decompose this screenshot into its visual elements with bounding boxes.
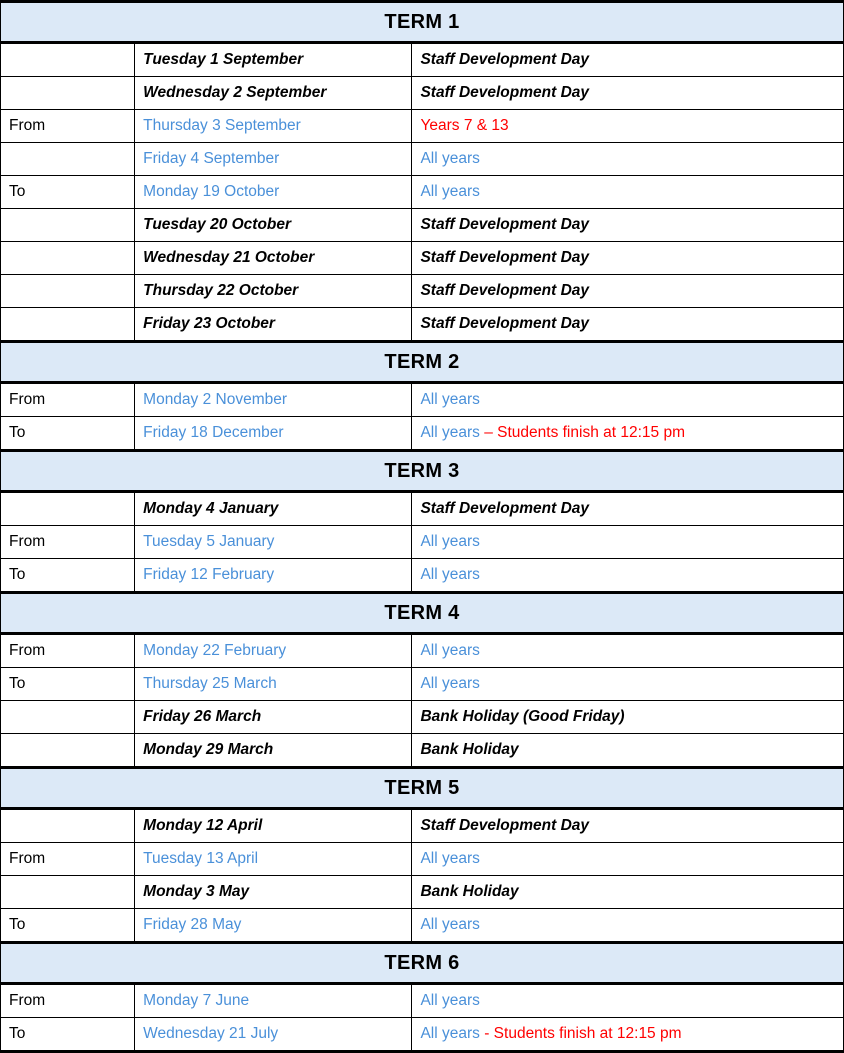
row-note-cell xyxy=(412,275,844,308)
row-note-cell xyxy=(412,909,844,943)
row-note-main: Staff Development Day xyxy=(420,499,590,517)
row-date-cell xyxy=(135,275,412,308)
row-note xyxy=(412,737,843,763)
row-date: Monday 2 November xyxy=(143,390,288,408)
row-label: To xyxy=(9,182,26,200)
row-label xyxy=(1,155,134,164)
row-note xyxy=(412,879,843,905)
row-note-cell xyxy=(412,492,844,526)
row-label: To xyxy=(9,423,26,441)
term-header-row xyxy=(1,943,844,984)
row-label: From xyxy=(9,849,46,867)
row-note-main: Staff Development Day xyxy=(420,281,590,299)
row-label-cell xyxy=(1,701,135,734)
row-date: Monday 19 October xyxy=(143,182,280,200)
table-row xyxy=(1,43,844,77)
row-note-main: All years xyxy=(420,423,480,441)
row-note-main: All years xyxy=(420,641,480,659)
row-note xyxy=(412,638,843,664)
row-note xyxy=(412,562,843,588)
table-row xyxy=(1,242,844,275)
table-row xyxy=(1,417,844,451)
table-row xyxy=(1,77,844,110)
row-date-cell xyxy=(135,809,412,843)
row-date: Tuesday 13 April xyxy=(143,849,259,867)
row-date-cell xyxy=(135,242,412,275)
row-date-cell xyxy=(135,1018,412,1052)
row-label-cell xyxy=(1,308,135,342)
row-note-main: Bank Holiday xyxy=(420,882,519,900)
row-label-cell xyxy=(1,176,135,209)
row-note-cell xyxy=(412,143,844,176)
row-note-main: Staff Development Day xyxy=(420,83,590,101)
row-date-cell xyxy=(135,383,412,417)
row-label: To xyxy=(9,915,26,933)
table-row xyxy=(1,701,844,734)
row-date: Monday 29 March xyxy=(143,740,274,758)
row-note xyxy=(412,496,843,522)
term-header-row xyxy=(1,768,844,809)
row-date-cell xyxy=(135,526,412,559)
term-header-row xyxy=(1,342,844,383)
row-label-cell xyxy=(1,526,135,559)
row-label: From xyxy=(9,116,46,134)
table-body xyxy=(1,2,844,1052)
row-note-cell xyxy=(412,110,844,143)
row-date: Friday 18 December xyxy=(143,423,284,441)
row-note xyxy=(412,529,843,555)
row-note xyxy=(412,278,843,304)
row-note xyxy=(412,704,843,730)
row-label-cell xyxy=(1,909,135,943)
row-label: To xyxy=(9,565,26,583)
row-label xyxy=(1,254,134,263)
table-row xyxy=(1,492,844,526)
row-note-cell xyxy=(412,984,844,1018)
row-label-cell xyxy=(1,417,135,451)
row-note-main: Staff Development Day xyxy=(420,314,590,332)
row-date-cell xyxy=(135,492,412,526)
row-label-cell xyxy=(1,77,135,110)
row-note xyxy=(412,846,843,872)
row-note-main: All years xyxy=(420,991,480,1009)
row-note-cell xyxy=(412,417,844,451)
row-date: Friday 12 February xyxy=(143,565,275,583)
row-note xyxy=(412,47,843,73)
term-header-row xyxy=(1,593,844,634)
row-date-cell xyxy=(135,308,412,342)
row-label-cell xyxy=(1,734,135,768)
term-header-label: TERM 4 xyxy=(1,593,844,634)
term-header-row xyxy=(1,451,844,492)
term-header-label: TERM 1 xyxy=(1,2,844,43)
table-row xyxy=(1,809,844,843)
table-row xyxy=(1,843,844,876)
row-note-main: All years xyxy=(420,565,480,583)
row-date: Wednesday 2 September xyxy=(143,83,327,101)
row-date: Wednesday 21 October xyxy=(143,248,315,266)
table-row xyxy=(1,176,844,209)
row-note-cell xyxy=(412,383,844,417)
row-note-extra: – Students finish at 12:15 pm xyxy=(479,423,685,441)
row-note-cell xyxy=(412,559,844,593)
row-note xyxy=(412,80,843,106)
row-note-main: All years xyxy=(420,1024,480,1042)
row-date: Tuesday 1 September xyxy=(143,50,304,68)
row-label-cell xyxy=(1,492,135,526)
row-label-cell xyxy=(1,383,135,417)
row-date-cell xyxy=(135,734,412,768)
row-label-cell xyxy=(1,634,135,668)
row-date-cell xyxy=(135,876,412,909)
row-date: Thursday 22 October xyxy=(143,281,299,299)
term-header-label: TERM 3 xyxy=(1,451,844,492)
row-note-main: Staff Development Day xyxy=(420,50,590,68)
row-note-main: Years 7 & 13 xyxy=(420,116,509,134)
table-row xyxy=(1,984,844,1018)
table-row xyxy=(1,668,844,701)
row-note-cell xyxy=(412,843,844,876)
row-date: Monday 4 January xyxy=(143,499,279,517)
row-note-main: All years xyxy=(420,849,480,867)
row-date-cell xyxy=(135,110,412,143)
row-date: Wednesday 21 July xyxy=(143,1024,279,1042)
table-row xyxy=(1,909,844,943)
row-note-main: All years xyxy=(420,149,480,167)
row-date-cell xyxy=(135,417,412,451)
row-note xyxy=(412,671,843,697)
row-label-cell xyxy=(1,559,135,593)
row-label-cell xyxy=(1,43,135,77)
row-date: Tuesday 20 October xyxy=(143,215,292,233)
table-row xyxy=(1,383,844,417)
row-date-cell xyxy=(135,701,412,734)
row-note-cell xyxy=(412,701,844,734)
term-header-label: TERM 6 xyxy=(1,943,844,984)
row-date-cell xyxy=(135,143,412,176)
row-label xyxy=(1,56,134,65)
row-label-cell xyxy=(1,242,135,275)
row-note-cell xyxy=(412,242,844,275)
row-note-extra: - Students finish at 12:15 pm xyxy=(479,1024,682,1042)
row-note xyxy=(412,813,843,839)
row-label-cell xyxy=(1,876,135,909)
row-note-main: Bank Holiday (Good Friday) xyxy=(420,707,625,725)
row-note-main: All years xyxy=(420,390,480,408)
row-date: Monday 12 April xyxy=(143,816,263,834)
row-date-cell xyxy=(135,843,412,876)
row-date: Monday 22 February xyxy=(143,641,287,659)
row-label-cell xyxy=(1,209,135,242)
row-date: Monday 3 May xyxy=(143,882,250,900)
row-date-cell xyxy=(135,176,412,209)
row-date-cell xyxy=(135,209,412,242)
table-row xyxy=(1,876,844,909)
row-note-cell xyxy=(412,209,844,242)
row-date: Friday 4 September xyxy=(143,149,280,167)
row-label xyxy=(1,287,134,296)
row-date: Friday 23 October xyxy=(143,314,275,332)
row-label xyxy=(1,822,134,831)
term-header-row xyxy=(1,2,844,43)
row-note-cell xyxy=(412,43,844,77)
row-note-cell xyxy=(412,308,844,342)
row-note-cell xyxy=(412,77,844,110)
row-label-cell xyxy=(1,275,135,308)
row-label xyxy=(1,888,134,897)
table-row xyxy=(1,634,844,668)
row-note-main: Bank Holiday xyxy=(420,740,519,758)
row-label: From xyxy=(9,532,46,550)
row-label-cell xyxy=(1,1018,135,1052)
row-date: Monday 7 June xyxy=(143,991,250,1009)
row-date-cell xyxy=(135,984,412,1018)
table-row xyxy=(1,734,844,768)
row-label xyxy=(1,221,134,230)
table-row xyxy=(1,1018,844,1052)
row-label: From xyxy=(9,991,46,1009)
row-note xyxy=(412,311,843,337)
term-header-label: TERM 5 xyxy=(1,768,844,809)
row-label xyxy=(1,713,134,722)
row-note-main: All years xyxy=(420,674,480,692)
row-note xyxy=(412,988,843,1014)
row-label-cell xyxy=(1,668,135,701)
row-note xyxy=(412,420,843,446)
row-note xyxy=(412,1021,843,1047)
row-note-cell xyxy=(412,634,844,668)
row-label xyxy=(1,320,134,329)
row-label-cell xyxy=(1,110,135,143)
row-label xyxy=(1,746,134,755)
row-date-cell xyxy=(135,909,412,943)
row-note-main: Staff Development Day xyxy=(420,215,590,233)
row-note-cell xyxy=(412,668,844,701)
row-date: Friday 26 March xyxy=(143,707,262,725)
row-label xyxy=(1,505,134,514)
table-row xyxy=(1,143,844,176)
row-note xyxy=(412,912,843,938)
row-note xyxy=(412,212,843,238)
table-row xyxy=(1,308,844,342)
row-label-cell xyxy=(1,843,135,876)
row-date-cell xyxy=(135,77,412,110)
row-note-cell xyxy=(412,1018,844,1052)
row-note-cell xyxy=(412,809,844,843)
row-note-cell xyxy=(412,876,844,909)
row-note xyxy=(412,146,843,172)
row-label: From xyxy=(9,390,46,408)
row-label xyxy=(1,89,134,98)
row-date: Thursday 3 September xyxy=(143,116,301,134)
row-label-cell xyxy=(1,809,135,843)
row-note-cell xyxy=(412,526,844,559)
row-note xyxy=(412,179,843,205)
row-label: To xyxy=(9,1024,26,1042)
row-date-cell xyxy=(135,43,412,77)
row-note xyxy=(412,113,843,139)
row-label-cell xyxy=(1,984,135,1018)
table-row xyxy=(1,110,844,143)
row-note-main: Staff Development Day xyxy=(420,816,590,834)
row-label-cell xyxy=(1,143,135,176)
row-note-main: Staff Development Day xyxy=(420,248,590,266)
row-note-cell xyxy=(412,734,844,768)
row-date: Friday 28 May xyxy=(143,915,242,933)
row-note xyxy=(412,245,843,271)
table-row xyxy=(1,526,844,559)
table-row xyxy=(1,559,844,593)
row-note-main: All years xyxy=(420,182,480,200)
row-note-main: All years xyxy=(420,532,480,550)
table-row xyxy=(1,275,844,308)
row-label: From xyxy=(9,641,46,659)
table-row xyxy=(1,209,844,242)
row-date: Thursday 25 March xyxy=(143,674,277,692)
row-note xyxy=(412,387,843,413)
row-date-cell xyxy=(135,668,412,701)
term-header-label: TERM 2 xyxy=(1,342,844,383)
row-date: Tuesday 5 January xyxy=(143,532,275,550)
row-note-cell xyxy=(412,176,844,209)
row-note-main: All years xyxy=(420,915,480,933)
row-date-cell xyxy=(135,559,412,593)
row-label: To xyxy=(9,674,26,692)
row-date-cell xyxy=(135,634,412,668)
